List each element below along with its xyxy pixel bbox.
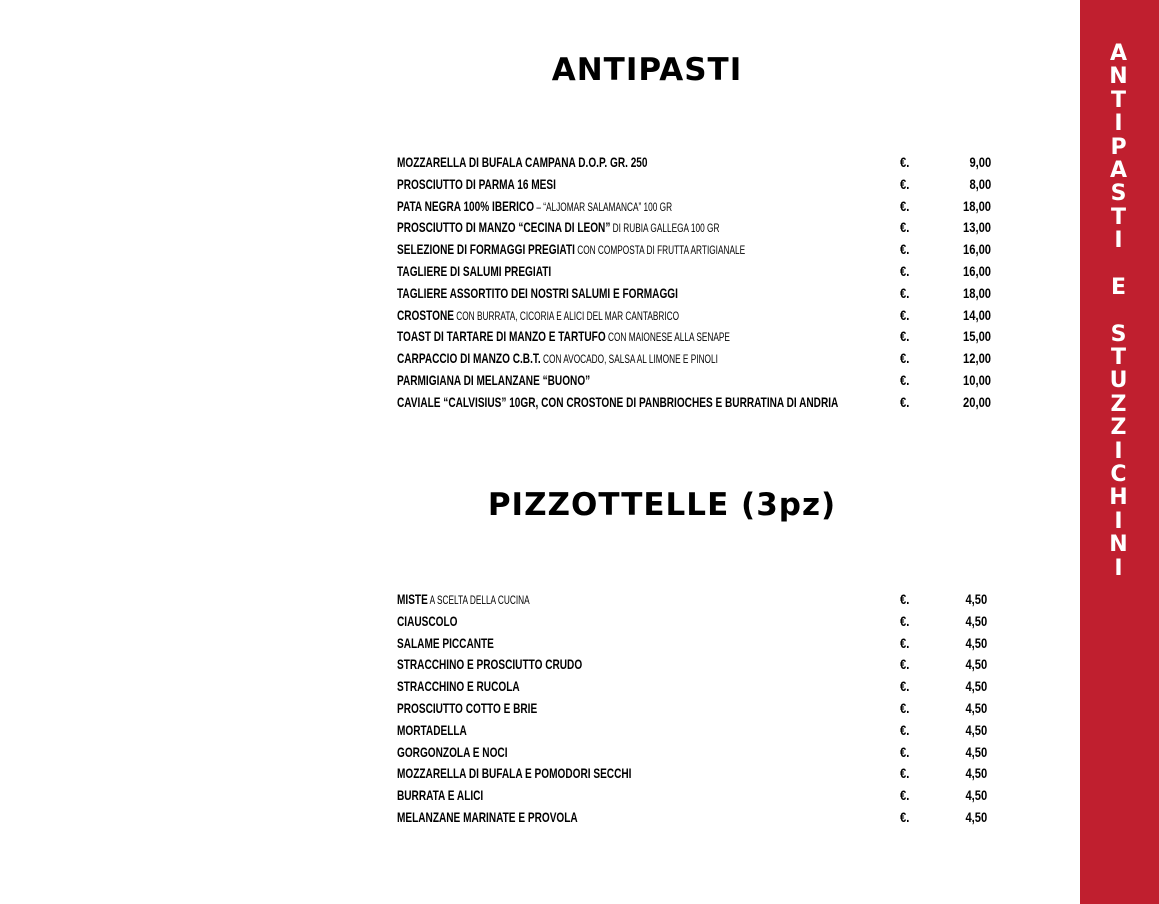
dish-name: STRACCHINO E PROSCIUTTO CRUDO [397, 656, 583, 673]
dish-price: 15,00 [962, 328, 991, 345]
currency-symbol: €. [900, 371, 910, 388]
menu-item [397, 742, 991, 764]
sidebar-vertical-label [1080, 42, 1159, 580]
dish-description: DI RUBIA GALLEGA 100 GR [610, 223, 720, 236]
sidebar-letter: P [1110, 134, 1127, 160]
menu-item [397, 633, 991, 655]
currency-symbol: €. [900, 612, 910, 629]
currency-symbol: €. [900, 808, 910, 825]
dish-label [397, 239, 745, 261]
dish-price: 14,00 [962, 306, 991, 323]
dish-price: 4,50 [965, 787, 987, 804]
dish-name: SALAME PICCANTE [397, 634, 494, 651]
currency-symbol: €. [900, 699, 910, 716]
sidebar-letter: S [1110, 321, 1127, 347]
currency-symbol: €. [900, 765, 910, 782]
dish-name: MOZZARELLA DI BUFALA E POMODORI SECCHI [397, 765, 632, 782]
sidebar-letter: T [1110, 204, 1126, 230]
sidebar-letter: S [1110, 181, 1127, 207]
category-sidebar [1080, 0, 1159, 904]
dish-price: 10,00 [962, 371, 991, 388]
dish-label [397, 217, 719, 239]
antipasti-list [397, 152, 991, 414]
sidebar-letter: I [1114, 111, 1123, 137]
dish-description: CON MAIONESE ALLA SENAPE [605, 332, 730, 345]
dish-price: 12,00 [962, 350, 991, 367]
dish-name: TAGLIERE DI SALUMI PREGIATI [397, 262, 552, 279]
dish-price: 9,00 [969, 154, 991, 170]
dish-name: CROSTONE [397, 306, 454, 323]
menu-item [397, 217, 991, 239]
dish-name: TAGLIERE ASSORTITO DEI NOSTRI SALUMI E FORMAGGI [397, 284, 678, 301]
sidebar-letter [1080, 253, 1159, 276]
dish-price: 4,50 [965, 743, 987, 760]
dish-label [397, 152, 648, 172]
currency-symbol: €. [900, 219, 910, 236]
sidebar-letter: E [1110, 274, 1127, 300]
dish-label [397, 370, 590, 390]
dish-price: 4,50 [965, 678, 987, 695]
dish-price: 18,00 [962, 197, 991, 214]
menu-item [397, 654, 991, 676]
dish-label [397, 785, 483, 805]
sidebar-letter: I [1114, 508, 1123, 534]
menu-item [397, 589, 991, 611]
section-title-pizzottelle: PIZZOTTELLE (3pz) [487, 487, 837, 523]
sidebar-letter: A [1109, 157, 1128, 183]
sidebar-letter: N [1109, 532, 1128, 558]
dish-name: STRACCHINO E RUCOLA [397, 678, 520, 695]
dish-name: MORTADELLA [397, 721, 467, 738]
sidebar-letter: A [1109, 41, 1128, 66]
dish-label [397, 283, 678, 303]
dish-name: GORGONZOLA E NOCI [397, 743, 508, 760]
dish-name: BURRATA E ALICI [397, 787, 484, 804]
dish-label [397, 305, 679, 327]
dish-name: TOAST DI TARTARE DI MANZO E TARTUFO [397, 328, 606, 345]
dish-label [397, 196, 672, 218]
sidebar-letter: H [1109, 485, 1128, 511]
dish-label [397, 348, 718, 370]
dish-label [397, 654, 582, 674]
dish-price: 4,50 [965, 699, 987, 716]
menu-item [397, 785, 991, 807]
menu-item [397, 326, 991, 348]
dish-name: CAVIALE “CALVISIUS” 10GR, CON CROSTONE DI PANBRIOCHES E BURRATINA DI ANDRIA [397, 393, 839, 410]
dish-name: PROSCIUTTO DI MANZO “CECINA DI LEON” [397, 219, 611, 236]
dish-label [397, 633, 494, 653]
dish-name: PROSCIUTTO COTTO E BRIE [397, 699, 538, 716]
dish-price: 16,00 [962, 241, 991, 258]
dish-name: SELEZIONE DI FORMAGGI PREGIATI [397, 241, 575, 258]
menu-item [397, 392, 991, 414]
dish-name: MOZZARELLA DI BUFALA CAMPANA D.O.P. GR. 250 [397, 154, 648, 170]
dish-description: CON AVOCADO, SALSA AL LIMONE E PINOLI [540, 354, 718, 367]
dish-name: PATA NEGRA 100% IBERICO [397, 197, 535, 214]
dish-price: 8,00 [969, 175, 991, 192]
dish-label [397, 720, 467, 740]
menu-item [397, 698, 991, 720]
dish-price: 4,50 [965, 634, 987, 651]
currency-symbol: €. [900, 393, 910, 410]
menu-item [397, 348, 991, 370]
dish-description: CON COMPOSTA DI FRUTTA ARTIGIANALE [574, 245, 746, 258]
dish-label [397, 589, 530, 611]
menu-item [397, 196, 991, 218]
menu-item [397, 239, 991, 261]
sidebar-letter: U [1109, 368, 1128, 394]
currency-symbol: €. [900, 787, 910, 804]
dish-label [397, 698, 537, 718]
dish-name: MELANZANE MARINATE E PROVOLA [397, 808, 578, 825]
menu-item [397, 611, 991, 633]
dish-label [397, 676, 520, 696]
currency-symbol: €. [900, 678, 910, 695]
menu-item [397, 174, 991, 196]
menu-item [397, 676, 991, 698]
currency-symbol: €. [900, 721, 910, 738]
menu-item [397, 283, 991, 305]
menu-item [397, 370, 991, 392]
dish-label [397, 326, 730, 348]
dish-price: 4,50 [965, 721, 987, 738]
sidebar-letter: T [1110, 345, 1126, 371]
currency-symbol: €. [900, 175, 910, 192]
sidebar-letter: T [1110, 87, 1126, 113]
dish-name: PARMIGIANA DI MELANZANE “BUONO” [397, 371, 591, 388]
dish-name: CIAUSCOLO [397, 612, 458, 629]
sidebar-letter: I [1114, 228, 1123, 254]
sidebar-letter: I [1114, 555, 1123, 581]
currency-symbol: €. [900, 328, 910, 345]
sidebar-letter: Z [1110, 391, 1127, 417]
sidebar-letter [1080, 299, 1159, 322]
dish-label [397, 261, 551, 281]
dish-price: 4,50 [965, 765, 987, 782]
dish-description: – “ALJOMAR SALAMANCA” 100 GR [534, 201, 673, 214]
section-title-antipasti: ANTIPASTI [551, 52, 743, 88]
sidebar-letter: I [1114, 438, 1123, 464]
dish-label [397, 763, 631, 783]
menu-item [397, 152, 991, 174]
dish-label [397, 742, 508, 762]
dish-price: 4,50 [965, 591, 987, 607]
dish-label [397, 807, 578, 827]
currency-symbol: €. [900, 241, 910, 258]
currency-symbol: €. [900, 591, 910, 607]
menu-item [397, 720, 991, 742]
sidebar-letter: C [1110, 462, 1127, 488]
currency-symbol: €. [900, 262, 910, 279]
dish-price: 13,00 [962, 219, 991, 236]
sidebar-letter: N [1109, 64, 1128, 90]
menu-item [397, 763, 991, 785]
currency-symbol: €. [900, 634, 910, 651]
dish-price: 4,50 [965, 808, 987, 825]
pizzottelle-list [397, 589, 991, 829]
dish-name: CARPACCIO DI MANZO C.B.T. [397, 350, 541, 367]
dish-price: 4,50 [965, 656, 987, 673]
dish-description: A SCELTA DELLA CUCINA [427, 595, 530, 607]
dish-name: PROSCIUTTO DI PARMA 16 MESI [397, 175, 556, 192]
dish-label [397, 174, 556, 194]
currency-symbol: €. [900, 743, 910, 760]
dish-price: 20,00 [962, 393, 991, 410]
currency-symbol: €. [900, 656, 910, 673]
dish-label [397, 392, 838, 412]
currency-symbol: €. [900, 284, 910, 301]
dish-price: 4,50 [965, 612, 987, 629]
currency-symbol: €. [900, 350, 910, 367]
dish-price: 16,00 [962, 262, 991, 279]
sidebar-letter: Z [1110, 415, 1127, 441]
menu-item [397, 261, 991, 283]
dish-price: 18,00 [962, 284, 991, 301]
dish-description: CON BURRATA, CICORIA E ALICI DEL MAR CANTABRICO [453, 310, 680, 323]
currency-symbol: €. [900, 197, 910, 214]
currency-symbol: €. [900, 154, 910, 170]
menu-item [397, 807, 991, 829]
currency-symbol: €. [900, 306, 910, 323]
menu-item [397, 305, 991, 327]
dish-name: MISTE [397, 591, 428, 607]
dish-label [397, 611, 457, 631]
